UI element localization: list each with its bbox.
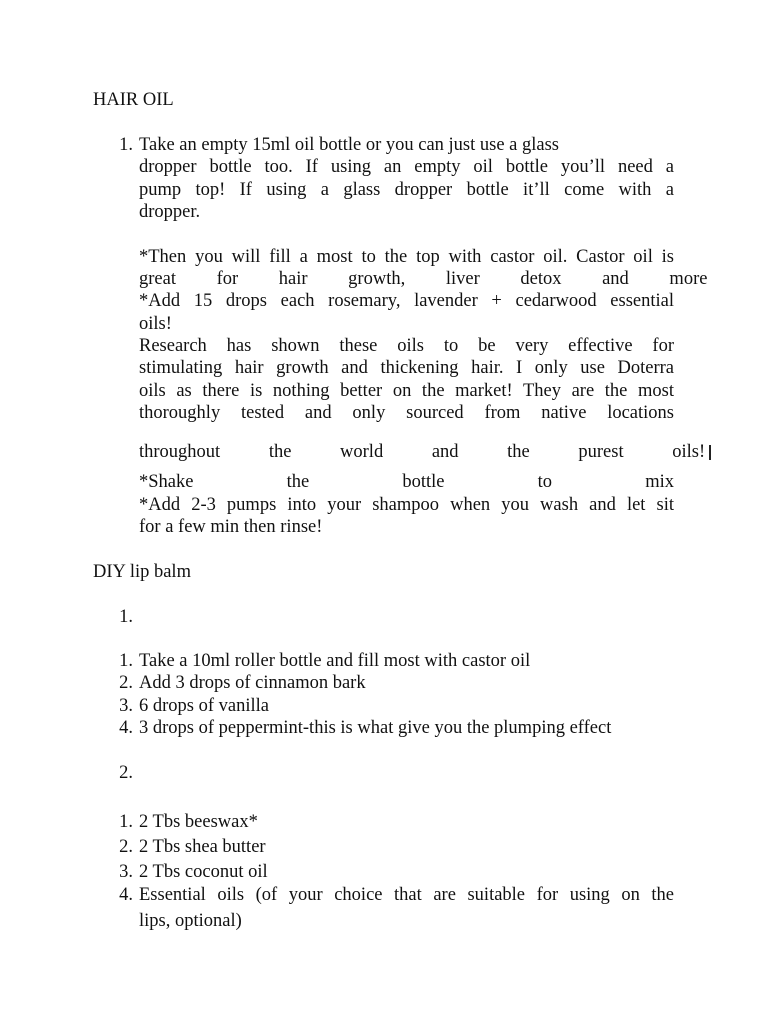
lip-balm-heading: DIY lip balm — [93, 562, 191, 582]
item-number: 4. — [119, 885, 133, 905]
list-item: 3 drops of peppermint-this is what give you the plumping effect — [139, 718, 612, 738]
step-number: 1. — [119, 135, 133, 155]
para-line-with-glyph — [139, 441, 706, 463]
list-item: 2 Tbs coconut oil — [139, 862, 268, 882]
group2-number: 2. — [119, 763, 133, 783]
list-item: Add 3 drops of cinnamon bark — [139, 673, 366, 693]
step1-line: pump top! If using a glass dropper bottle it’ll come with a — [139, 180, 674, 200]
step1-line: dropper. — [139, 202, 201, 222]
item-number: 2. — [119, 673, 133, 693]
para-line: *Then you will fill a most to the top with castor oil. Castor oil is — [139, 247, 674, 267]
list-item: Essential oils (of your choice that are suitable for using on the — [139, 885, 674, 905]
para-line: throughout the world and the purest oils! — [139, 442, 706, 462]
para-line: *Shake the bottle to mix — [139, 472, 674, 492]
step1-line: dropper bottle too. If using an empty oil bottle you’ll need a — [139, 157, 674, 177]
hair-oil-heading: HAIR OIL — [93, 90, 174, 110]
para-line: thoroughly tested and only sourced from native locations — [139, 403, 674, 423]
text-line: Take an empty 15ml oil bottle or you can just use a glass — [139, 135, 560, 155]
item-number: 1. — [119, 651, 133, 671]
item-number: 2. — [119, 837, 133, 857]
list-item-continuation: lips, optional) — [139, 911, 242, 931]
para-line: oils! — [139, 314, 172, 334]
para-line: *Add 2-3 pumps into your shampoo when you wash and let sit — [139, 495, 674, 515]
para-line: for a few min then rinse! — [139, 517, 323, 537]
item-number: 3. — [119, 862, 133, 882]
list-item: 2 Tbs shea butter — [139, 837, 266, 857]
item-number: 1. — [119, 812, 133, 832]
item-number: 4. — [119, 718, 133, 738]
missing-glyph-icon — [709, 445, 711, 460]
para-line: oils as there is nothing better on the market! They are the most — [139, 381, 674, 401]
group1-number: 1. — [119, 607, 133, 627]
item-number: 3. — [119, 696, 133, 716]
para-line: Research has shown these oils to be very effective for — [139, 336, 674, 356]
list-item: 6 drops of vanilla — [139, 696, 269, 716]
para-line: *Add 15 drops each rosemary, lavender + cedarwood essential — [139, 291, 674, 311]
para-line: stimulating hair growth and thickening hair. I only use Doterra — [139, 358, 674, 378]
para-line: great for hair growth, liver detox and more — [139, 269, 708, 289]
step1-line — [139, 134, 674, 156]
list-item: Take a 10ml roller bottle and fill most with castor oil — [139, 651, 531, 671]
list-item: 2 Tbs beeswax* — [139, 812, 258, 832]
